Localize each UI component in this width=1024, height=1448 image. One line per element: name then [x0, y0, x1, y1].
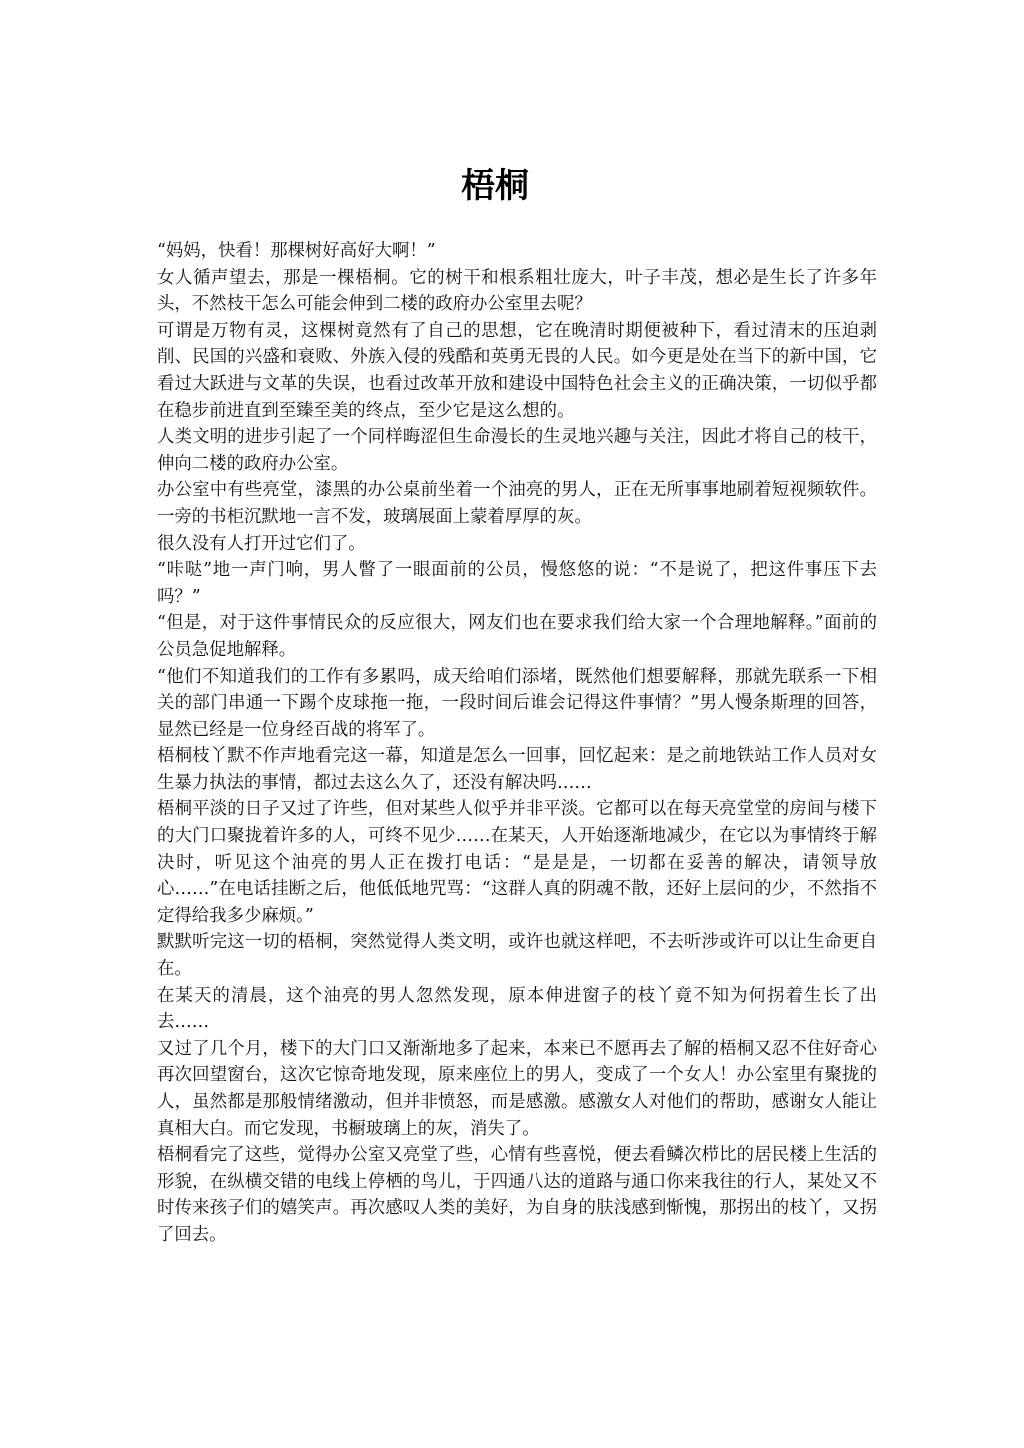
paragraph: “妈妈，快看！那棵树好高好大啊！”: [157, 241, 436, 261]
paragraph: 可谓是万物有灵，这棵树竟然有了自己的思想，它在晚清时期便被种下，看过清末的压迫剥削、民国的兴盛和衰败、外族入侵的残酷和英勇无畏的人民。如今更是处在当下的新中国，它看过大跃进与文革的失误，也看过改革开放和建设中国特色社会主义的正确决策，一切似乎都在稳步前进直到至臻至美的终点，至少它是这么想的。: [157, 320, 877, 421]
paragraph: “他们不知道我们的工作有多累吗，成天给咱们添堵，既然他们想要解释，那就先联系一下相关的部门串通一下踢个皮球拖一拖，一段时间后谁会记得这件事情？”男人慢条斯理的回答，显然已经是一位身经百战的将军了。: [157, 666, 877, 740]
paragraph: 梧桐枝丫默不作声地看完这一幕，知道是怎么一回事，回忆起来：是之前地铁站工作人员对女生暴力执法的事情，都过去这么久了，还没有解决吗……: [157, 746, 877, 793]
paragraph: 在某天的清晨，这个油亮的男人忽然发现，原本伸进窗子的枝丫竟不知为何拐着生长了出去……: [157, 985, 877, 1033]
paragraph: “但是，对于这件事情民众的反应很大，网友们也在要求我们给大家一个合理地解释。”面前的公员急促地解释。: [157, 613, 877, 660]
paragraph: 梧桐平淡的日子又过了许些，但对某些人似乎并非平淡。它都可以在每天亮堂堂的房间与楼下的大门口聚拢着许多的人，可终不见少……在某天，人开始逐渐地减少，在它以为事情终于解决时，听见这个油亮的男人正在拨打电话：“是是是，一切都在妥善的解决，请领导放心……”在电话挂断之后，他低低地咒骂：“这群人真的阴魂不散，还好上层问的少，不然指不定得给我多少麻烦。”: [157, 799, 877, 926]
paragraph: 梧桐看完了这些，觉得办公室又亮堂了些，心情有些喜悦，便去看鳞次栉比的居民楼上生活的形貌，在纵横交错的电线上停栖的鸟儿，于四通八达的道路与通口你来我往的行人，某处又不时传来孩子们的嬉笑声。再次感叹人类的美好，为自身的肤浅感到惭愧，那拐出的枝丫，又拐了回去。: [157, 1145, 877, 1245]
paragraph: “咔哒”地一声门响，男人瞥了一眼面前的公员，慢悠悠的说：“不是说了，把这件事压下去吗？”: [157, 560, 877, 607]
paragraph: 女人循声望去，那是一棵梧桐。它的树干和根系粗壮庞大，叶子丰茂，想必是生长了许多年头，不然枝干怎么可能会伸到二楼的政府办公室里去呢？: [157, 267, 877, 315]
paragraph: 很久没有人打开过它们了。: [157, 533, 366, 554]
document-title: 梧桐: [461, 166, 529, 206]
paragraph: 办公室中有些亮堂，漆黑的办公桌前坐着一个油亮的男人，正在无所事事地刷着短视频软件。一旁的书柜沉默地一言不发，玻璃展面上蒙着厚厚的灰。: [157, 480, 877, 527]
paragraph: 又过了几个月，楼下的大门口又渐渐地多了起来，本来已不愿再去了解的梧桐又忍不住好奇心再次回望窗台，这次它惊奇地发现，原来座位上的男人，变成了一个女人！办公室里有聚拢的人，虽然都是那般情绪激动，但并非愤怒，而是感激。感激女人对他们的帮助，感谢女人能让真相大白。而它发现，书橱玻璃上的灰，消失了。: [157, 1038, 877, 1139]
paragraph: 人类文明的进步引起了一个同样晦涩但生命漫长的生灵地兴趣与关注，因此才将自己的枝干，伸向二楼的政府办公室。: [157, 427, 877, 474]
document-body: [157, 238, 877, 1249]
paragraph: 默默听完这一切的梧桐，突然觉得人类文明，或许也就这样吧，不去听涉或许可以让生命更自在。: [157, 932, 877, 980]
